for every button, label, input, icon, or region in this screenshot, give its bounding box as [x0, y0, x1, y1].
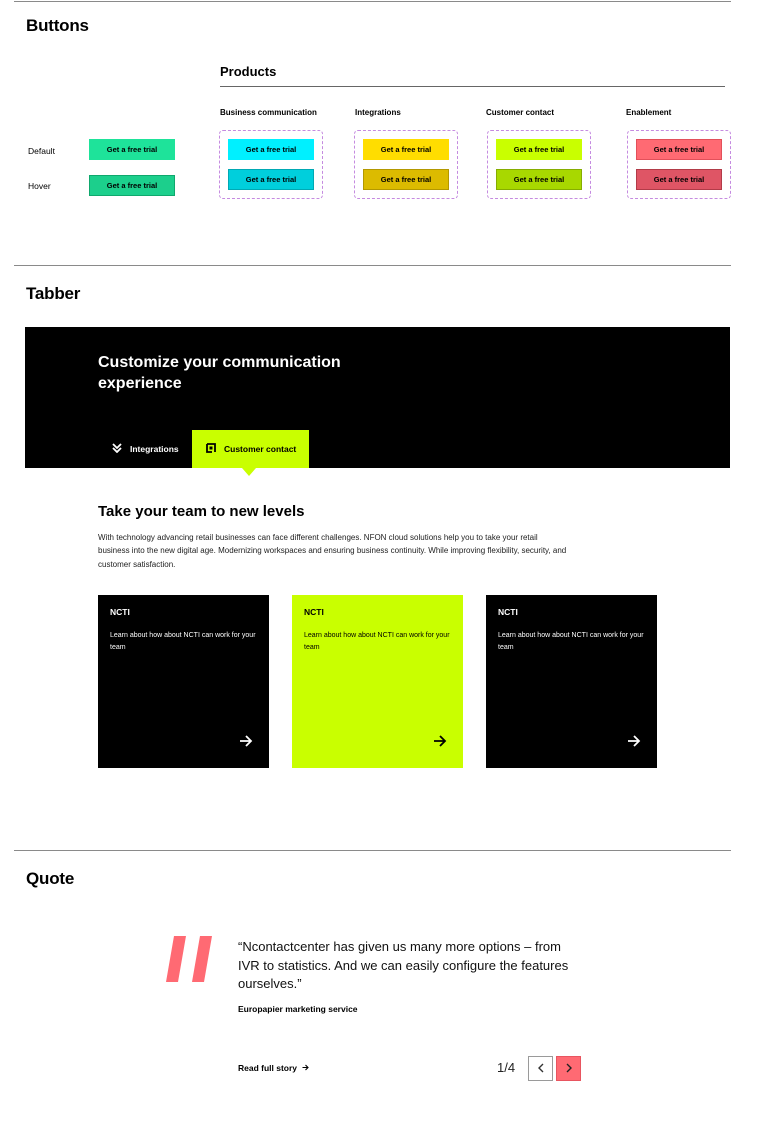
column-title-integrations: Integrations: [355, 108, 401, 117]
tabber-heading: Customize your communication experience: [98, 354, 341, 392]
card-body: Learn about how about NCTI can work for your team: [110, 632, 256, 651]
arrow-right-icon: [433, 734, 447, 752]
customer-contact-button-hover[interactable]: Get a free trial: [496, 169, 582, 190]
products-title: Products: [220, 64, 277, 79]
customer-contact-button-default[interactable]: Get a free trial: [496, 139, 582, 160]
arrow-right-icon: [239, 734, 253, 752]
read-full-story-label: Read full story: [238, 1063, 298, 1073]
free-trial-button-default[interactable]: Get a free trial: [89, 139, 175, 160]
top-divider: [14, 1, 731, 2]
row-label-hover: Hover: [28, 181, 51, 191]
quote-author: Europapier marketing service: [238, 1004, 358, 1014]
tab-customer-contact[interactable]: [192, 430, 309, 468]
column-title-enablement: Enablement: [626, 108, 672, 117]
quote-mark-icon: [166, 936, 214, 987]
integrations-button-default[interactable]: Get a free trial: [363, 139, 449, 160]
business-communication-button-hover[interactable]: Get a free trial: [228, 169, 314, 190]
read-full-story-link[interactable]: [238, 1063, 309, 1073]
quote-section-title: Quote: [26, 869, 75, 888]
row-label-default: Default: [28, 146, 55, 156]
arrow-right-icon: [627, 734, 641, 752]
business-communication-button-default[interactable]: Get a free trial: [228, 139, 314, 160]
tab-content-body: With technology advancing retail businesses can face different challenges. NFON cloud solutions help you to take your retail business into the new digital age. Modernizing workspaces and ensuring business continuity. While improving flexibility, security, and customer satisfaction.: [98, 533, 567, 569]
card-ncti-1[interactable]: [98, 595, 269, 768]
card-title: NCTI: [498, 607, 518, 617]
tabber-section-title: Tabber: [26, 284, 81, 303]
free-trial-button-hover[interactable]: Get a free trial: [89, 175, 175, 196]
enablement-button-default[interactable]: Get a free trial: [636, 139, 722, 160]
chevron-right-icon: [565, 1060, 573, 1078]
next-quote-button[interactable]: [556, 1056, 581, 1081]
card-body: Learn about how about NCTI can work for your team: [304, 632, 450, 651]
card-title: NCTI: [110, 607, 130, 617]
integrations-button-hover[interactable]: Get a free trial: [363, 169, 449, 190]
tab-customer-contact-label: Customer contact: [224, 444, 297, 454]
column-title-customer-contact: Customer contact: [486, 108, 555, 117]
quote-divider: [14, 850, 731, 851]
active-tab-pointer: [242, 468, 256, 476]
arrow-right-small-icon: [302, 1063, 309, 1073]
previous-quote-button[interactable]: [528, 1056, 553, 1081]
card-ncti-3[interactable]: [486, 595, 657, 768]
enablement-button-hover[interactable]: Get a free trial: [636, 169, 722, 190]
column-title-business-communication: Business communication: [220, 108, 317, 117]
pager-indicator: 1/4: [497, 1060, 516, 1075]
card-title: NCTI: [304, 607, 324, 617]
square-bracket-icon: [206, 443, 216, 455]
buttons-section-title: Buttons: [26, 16, 89, 35]
tabber-divider: [14, 265, 731, 266]
double-chevron-down-icon: [112, 443, 122, 455]
tab-content-heading: Take your team to new levels: [98, 503, 305, 520]
tab-integrations[interactable]: [100, 430, 192, 468]
card-ncti-2[interactable]: [292, 595, 463, 768]
quote-text: “Ncontactcenter has given us many more options – from IVR to statistics. And we can easily configure the features ourselves.”: [238, 939, 569, 991]
chevron-left-icon: [537, 1060, 545, 1078]
card-body: Learn about how about NCTI can work for your team: [498, 632, 644, 651]
products-divider: [220, 86, 725, 87]
tab-integrations-label: Integrations: [130, 444, 179, 454]
